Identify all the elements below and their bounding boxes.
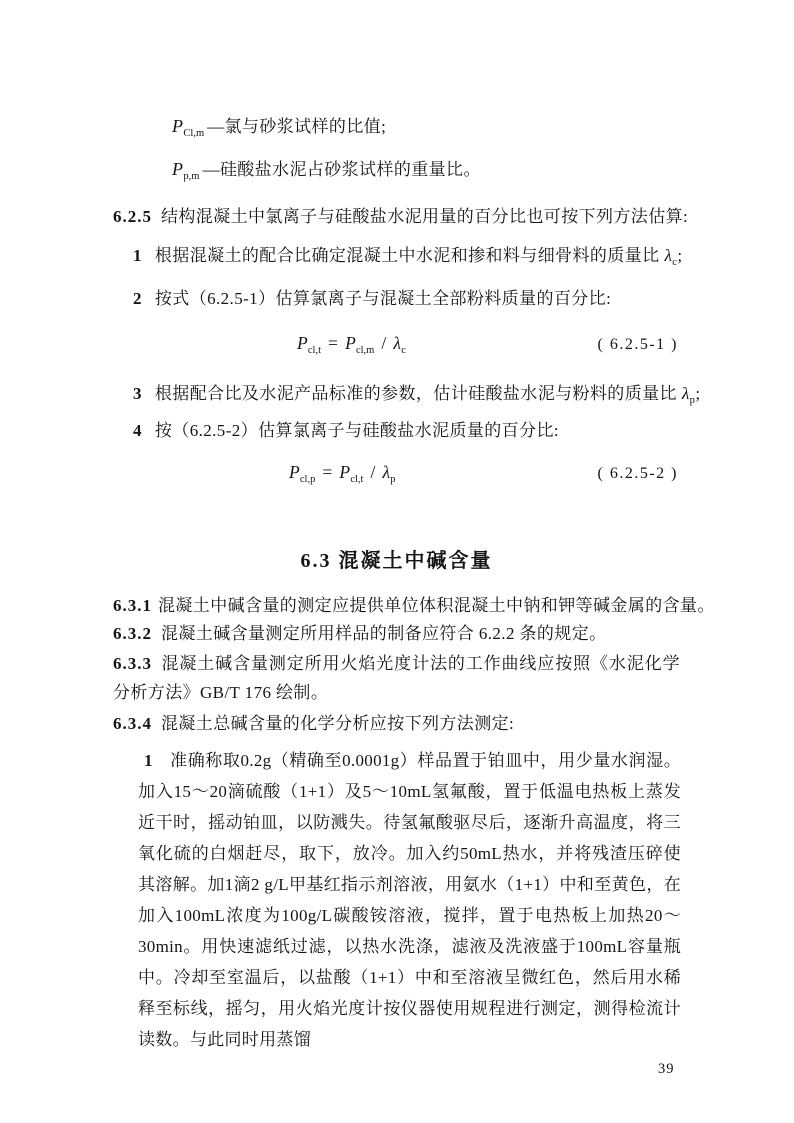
clause-6-2-5 (113, 204, 688, 229)
clause-6-3-4 (113, 711, 514, 736)
list-item-tail: ; (677, 246, 683, 265)
definition-text: —硅酸盐水泥占砂浆试样的重量比。 (202, 160, 481, 179)
list-item-text: 按式（6.2.5-1）估算氯离子与混凝土全部粉料质量的百分比: (154, 289, 612, 308)
clause-text: 混凝土中碱含量的测定应提供单位体积混凝土中钠和钾等碱金属的含量。 (158, 596, 715, 615)
list-item-text: 根据配合比及水泥产品标准的参数，估计硅酸盐水泥与粉料的质量比 (154, 384, 677, 403)
term-symbol: $P_{p,m}$ (172, 159, 200, 182)
step-text: 准确称取0.2g（精确至0.0001g）样品置于铂皿中，用少量水润湿。加入15～20滴硫酸（1+1）及5～10mL氢氟酸，置于低温电热板上蒸发近干时，摇动铂皿，以防溅失。待氢氟酸驱尽后，逐渐升高温度，将三氧化硫的白烟赶尽，取下，放冷。加入约50mL热水，并将残渣压碎使其溶解。加1滴2 g/L甲基红指示剂溶液，用氨水（1+1）中和至黄色，在加入100mL浓度为100g/L碳酸铵溶液，搅拌，置于电热板上加热20～30min。用快速滤纸过滤，以热水洗涤，滤液及洗液盛于100mL容量瓶中。冷却至室温后，以盐酸（1+1）中和至溶液呈微红色，然后用水稀释至标线，摇匀，用火焰光度计按仪器使用规程进行测定，测得检流计读数。与此同时用蒸馏 (138, 751, 681, 1049)
list-item-4 (133, 418, 559, 443)
clause-number: 6.3.4 (113, 714, 152, 733)
lambda-symbol: $\lambda_c$ (664, 246, 678, 268)
symbol-definition-2 (172, 157, 481, 189)
clause-text: 混凝土碱含量测定所用样品的制备应符合 6.2.2 条的规定。 (161, 624, 607, 643)
equation-number: ( 6.2.5-1 ) (597, 336, 678, 353)
list-item-number: 1 (133, 246, 142, 265)
equation-6-2-5-1 (113, 331, 680, 356)
list-item-text: 按（6.2.5-2）估算氯离子与硅酸盐水泥质量的百分比: (154, 421, 559, 440)
list-item-number: 2 (133, 289, 142, 308)
section-heading-6-3: 6.3 混凝土中碱含量 (300, 550, 493, 572)
equation-body: $P_{cl,t} = P_{cl,m} / \lambda_c$ (297, 333, 406, 356)
symbol-definition-1 (172, 114, 386, 146)
definition-text: —氯与砂浆试样的比值; (207, 117, 387, 136)
equation-body: $P_{cl,p} = P_{cl,t} / \lambda_p$ (289, 462, 396, 485)
list-item-1 (133, 243, 682, 275)
list-item-number: 3 (133, 384, 142, 403)
clause-6-3-2 (113, 621, 607, 646)
term-symbol: $P_{Cl,m}$ (172, 116, 205, 139)
clause-6-3-1 (113, 593, 715, 618)
list-item-2 (133, 286, 611, 311)
clause-text: 混凝土总碱含量的化学分析应按下列方法测定: (161, 714, 515, 733)
clause-number: 6.2.5 (113, 207, 152, 226)
page-number: 39 (658, 1061, 675, 1077)
lambda-symbol: $\lambda_p$ (681, 384, 696, 406)
clause-number: 6.3.1 (113, 596, 152, 615)
procedure-step-1 (138, 745, 681, 1055)
clause-number: 6.3.3 (113, 654, 152, 673)
clause-number: 6.3.2 (113, 624, 152, 643)
list-item-number: 4 (133, 421, 142, 440)
list-item-3 (133, 381, 700, 413)
clause-text: 混凝土碱含量测定所用火焰光度计法的工作曲线应按照《水泥化学分析方法》GB/T 176 绘制。 (113, 654, 680, 702)
list-item-text: 根据混凝土的配合比确定混凝土中水泥和掺和料与细骨料的质量比 (154, 246, 660, 265)
step-number: 1 (144, 751, 153, 770)
clause-6-3-3 (113, 649, 680, 707)
term-subscript: Cl,m (183, 128, 205, 139)
list-item-tail: ; (695, 384, 701, 403)
equation-number: ( 6.2.5-2 ) (597, 465, 678, 482)
equation-6-2-5-2 (113, 460, 680, 485)
clause-text: 结构混凝土中氯离子与硅酸盐水泥用量的百分比也可按下列方法估算: (161, 207, 689, 226)
term-subscript: p,m (183, 171, 200, 182)
